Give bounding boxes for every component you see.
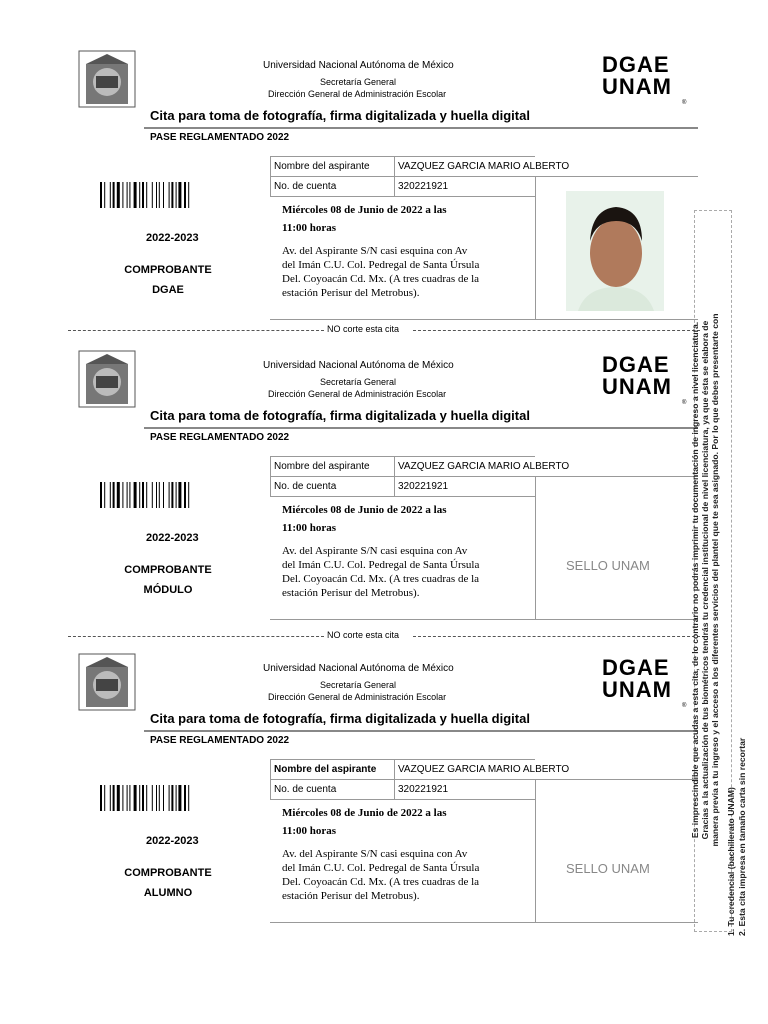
- pase-reglamentado: PASE REGLAMENTADO 2022: [150, 735, 290, 746]
- logo-dgae: DGAE: [602, 352, 670, 377]
- comprobante-label: COMPROBANTE: [124, 564, 212, 576]
- dgae-unam-logo: [602, 655, 688, 709]
- address-line-3: Del. Coyoacán Cd. Mx. (A tres cuadras de la: [282, 573, 480, 585]
- date-line-1: Miércoles 08 de Junio de 2022 a las: [282, 504, 447, 516]
- date-line-2: 11:00 horas: [282, 522, 337, 534]
- value-nombre: VAZQUEZ GARCIA MARIO ALBERTO: [398, 764, 570, 775]
- appointment-date: [282, 804, 492, 840]
- comprobante-type: MÓDULO: [143, 584, 193, 596]
- title-rule: [144, 127, 698, 129]
- address-line-3: Del. Coyoacán Cd. Mx. (A tres cuadras de la: [282, 876, 480, 888]
- side-note: [690, 210, 750, 940]
- address-line-2: del Imán C.U. Col. Pedregal de Santa Úrsula: [282, 259, 480, 271]
- value-nombre: VAZQUEZ GARCIA MARIO ALBERTO: [398, 161, 570, 172]
- label-cuenta: No. de cuenta: [274, 481, 337, 492]
- secretaria-general: Secretaría General: [320, 77, 397, 87]
- comprobante-label: COMPROBANTE: [124, 867, 212, 879]
- date-line-1: Miércoles 08 de Junio de 2022 a las: [282, 204, 447, 216]
- logo-unam: UNAM: [602, 74, 672, 99]
- logo-dgae: DGAE: [602, 655, 670, 680]
- cut-line: [68, 324, 700, 336]
- appointment-address: [282, 544, 522, 600]
- value-cuenta: 320221921: [398, 481, 449, 492]
- appointment-address: [282, 244, 522, 300]
- label-nombre: Nombre del aspirante: [274, 764, 377, 775]
- university-name: Universidad Nacional Autónoma de México: [263, 360, 454, 371]
- label-cuenta: No. de cuenta: [274, 181, 337, 192]
- logo-dgae: DGAE: [602, 52, 670, 77]
- cut-line: [68, 630, 700, 642]
- unam-seal-icon: [78, 653, 136, 711]
- appointment-date: [282, 201, 492, 237]
- address-line-1: Av. del Aspirante S/N casi esquina con Av: [282, 245, 468, 257]
- direccion-general: Dirección General de Administración Escolar: [268, 389, 447, 399]
- direccion-general: Dirección General de Administración Escolar: [268, 89, 447, 99]
- value-cuenta: 320221921: [398, 181, 449, 192]
- address-line-1: Av. del Aspirante S/N casi esquina con Av: [282, 545, 468, 557]
- address-line-2: del Imán C.U. Col. Pedregal de Santa Úrsula: [282, 862, 480, 874]
- university-name: Universidad Nacional Autónoma de México: [263, 60, 454, 71]
- university-name: Universidad Nacional Autónoma de México: [263, 663, 454, 674]
- logo-unam: UNAM: [602, 677, 672, 702]
- address-line-4: estación Perisur del Metrobus).: [282, 587, 420, 599]
- comprobante-modulo: [68, 344, 700, 629]
- label-nombre: Nombre del aspirante: [274, 161, 370, 172]
- address-line-2: del Imán C.U. Col. Pedregal de Santa Úrsula: [282, 559, 480, 571]
- applicant-photo: [566, 191, 664, 311]
- date-line-2: 11:00 horas: [282, 222, 337, 234]
- date-line-1: Miércoles 08 de Junio de 2022 a las: [282, 807, 447, 819]
- barcode: [100, 785, 224, 811]
- direccion-general: Dirección General de Administración Escolar: [268, 692, 447, 702]
- document-title: Cita para toma de fotografía, firma digitalizada y huella digital: [150, 108, 530, 123]
- logo-unam: UNAM: [602, 374, 672, 399]
- dgae-unam-logo: [602, 352, 688, 406]
- address-line-1: Av. del Aspirante S/N casi esquina con Av: [282, 848, 468, 860]
- side-note-text: [690, 220, 720, 940]
- cut-text: NO corte esta cita: [327, 630, 400, 640]
- logo-registered: ®: [682, 703, 688, 709]
- barcode: [100, 482, 224, 508]
- side-note-item-2: 2. Esta cita impresa en tamaño carta sin recortar: [737, 737, 747, 936]
- appointment-table: [270, 759, 698, 916]
- address-line-4: estación Perisur del Metrobus).: [282, 287, 420, 299]
- comprobante-label: COMPROBANTE: [124, 264, 212, 276]
- side-note-line-2: Gracias a la actualización de tus biométricos tendrás tu credencial institucional de nivel licenciatura, ya que ésta se elabora de: [700, 320, 710, 840]
- side-note-list: [726, 216, 748, 936]
- title-rule: [144, 730, 698, 732]
- side-note-line-1: Es imprescindible que acudas a esta cita, de lo contrario no podrás imprimir tu documentación de ingreso a nivel licenciatura.: [690, 321, 700, 839]
- comprobante-dgae: [68, 44, 700, 329]
- label-cuenta: No. de cuenta: [274, 784, 337, 795]
- comprobante-type: DGAE: [152, 284, 184, 296]
- cut-text: NO corte esta cita: [327, 324, 400, 334]
- comprobante-type: ALUMNO: [143, 887, 193, 899]
- secretaria-general: Secretaría General: [320, 680, 397, 690]
- unam-seal-icon: [78, 50, 136, 108]
- document-title: Cita para toma de fotografía, firma digitalizada y huella digital: [150, 711, 530, 726]
- comprobante-alumno: [68, 647, 700, 932]
- school-year: 2022-2023: [146, 232, 199, 244]
- document-title: Cita para toma de fotografía, firma digitalizada y huella digital: [150, 408, 530, 423]
- secretaria-general: Secretaría General: [320, 377, 397, 387]
- pase-reglamentado: PASE REGLAMENTADO 2022: [150, 132, 290, 143]
- logo-registered: ®: [682, 100, 688, 106]
- logo-registered: ®: [682, 400, 688, 406]
- appointment-table: [270, 456, 698, 613]
- appointment-date: [282, 501, 492, 537]
- pase-reglamentado: PASE REGLAMENTADO 2022: [150, 432, 290, 443]
- side-note-line-3: manera previa a tu ingreso y el acceso a los diferentes servicios del plantel que te sea asignado. Por lo que debes presentarte con: [710, 313, 720, 847]
- school-year: 2022-2023: [146, 835, 199, 847]
- address-line-3: Del. Coyoacán Cd. Mx. (A tres cuadras de la: [282, 273, 480, 285]
- date-line-2: 11:00 horas: [282, 825, 337, 837]
- address-line-4: estación Perisur del Metrobus).: [282, 890, 420, 902]
- school-year: 2022-2023: [146, 532, 199, 544]
- appointment-table: [270, 156, 698, 313]
- side-note-item-1: 1. Tu credencial (bachillerato UNAM): [726, 787, 736, 936]
- title-rule: [144, 427, 698, 429]
- barcode: [100, 182, 224, 208]
- appointment-address: [282, 847, 522, 903]
- value-nombre: VAZQUEZ GARCIA MARIO ALBERTO: [398, 461, 570, 472]
- unam-seal-icon: [78, 350, 136, 408]
- sello-unam-placeholder: SELLO UNAM: [566, 558, 650, 573]
- sello-unam-placeholder: SELLO UNAM: [566, 861, 650, 876]
- label-nombre: Nombre del aspirante: [274, 461, 370, 472]
- dgae-unam-logo: [602, 52, 688, 106]
- value-cuenta: 320221921: [398, 784, 449, 795]
